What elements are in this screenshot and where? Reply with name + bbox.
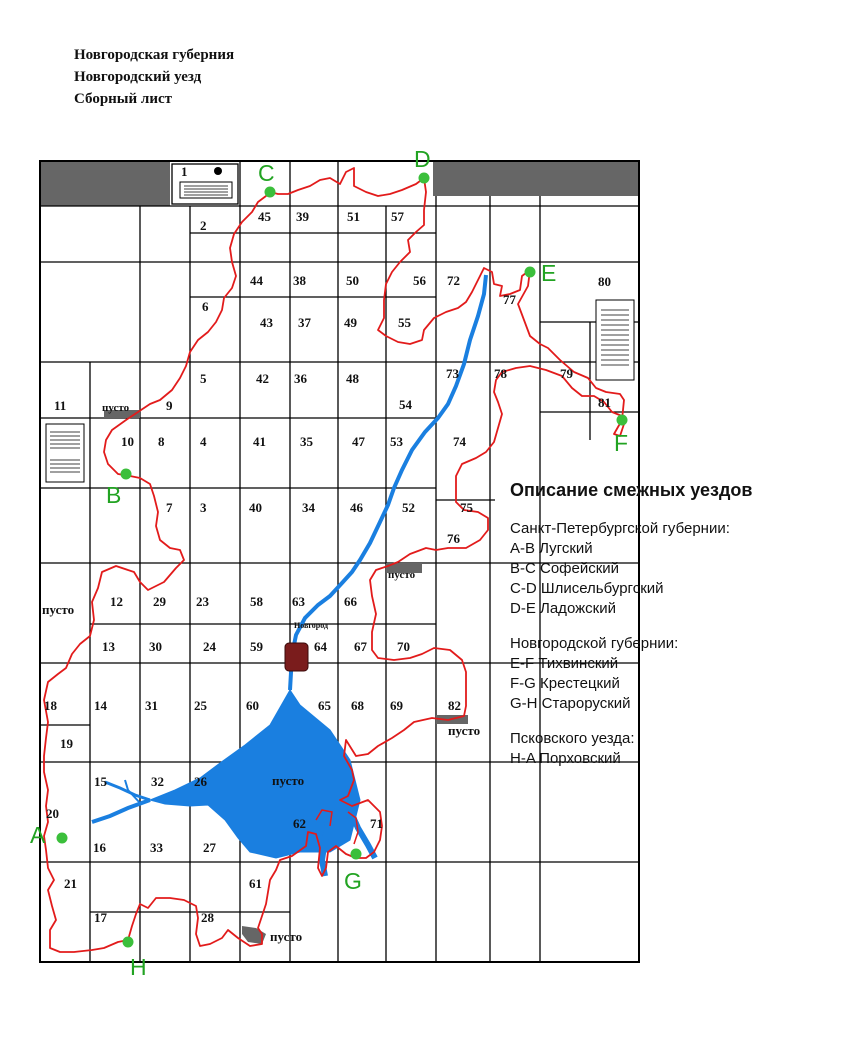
sheet-number-58: 58 xyxy=(250,594,263,609)
sheet-number-80: 80 xyxy=(598,274,611,289)
empty-label-south: пусто xyxy=(270,929,303,944)
sheet-number-63: 63 xyxy=(292,594,305,609)
sheet-number-50: 50 xyxy=(346,273,359,288)
sheet-number-11: 11 xyxy=(54,398,67,413)
sheet-number-66: 66 xyxy=(344,594,357,609)
sheet-number-60: 60 xyxy=(246,698,259,713)
legend-heading: Псковского уезда: xyxy=(510,730,635,747)
sheet-number-45: 45 xyxy=(258,209,271,224)
sheet-number-81: 81 xyxy=(598,395,611,410)
sheet-number-71: 71 xyxy=(370,816,383,831)
sheet-number-59: 59 xyxy=(250,639,263,654)
legend-item: G-H Староруский xyxy=(510,695,631,712)
point-a-label: A xyxy=(30,822,46,848)
sheet-number-39: 39 xyxy=(296,209,309,224)
adjacent-districts-legend xyxy=(510,480,752,784)
sheet-number-38: 38 xyxy=(293,273,306,288)
legend-heading: Санкт-Петербургской губернии: xyxy=(510,520,730,537)
sheet-number-29: 29 xyxy=(153,594,166,609)
point-b-marker xyxy=(121,469,132,480)
sheet-number-40: 40 xyxy=(249,500,262,515)
sheet-number-56: 56 xyxy=(413,273,426,288)
sheet-number-21: 21 xyxy=(64,876,77,891)
title-district: Новгородский уезд xyxy=(74,69,202,85)
point-g-marker xyxy=(351,849,362,860)
legend-title: Описание смежных уездов xyxy=(510,480,753,500)
point-b-label: B xyxy=(106,482,122,508)
point-d-marker xyxy=(419,173,430,184)
sheet-number-33: 33 xyxy=(150,840,163,855)
sheet-number-6: 6 xyxy=(202,299,209,314)
sheet-number-23: 23 xyxy=(196,594,209,609)
legend-item: D-E Ладожский xyxy=(510,600,616,617)
sheet-number-28: 28 xyxy=(201,910,214,925)
empty-label-9: пусто xyxy=(102,402,130,414)
legend-item: H-A Порховский xyxy=(510,750,621,767)
sheet-number-10: 10 xyxy=(121,434,134,449)
sheet-number-41: 41 xyxy=(253,434,266,449)
sheet-number-12: 12 xyxy=(110,594,123,609)
sheet-number-20: 20 xyxy=(46,806,59,821)
sheet-number-76: 76 xyxy=(447,531,460,546)
sheet-number-4: 4 xyxy=(200,434,207,449)
title-province: Новгородская губерния xyxy=(74,47,235,63)
top-right-gray-area xyxy=(433,161,639,196)
empty-label-west: пусто xyxy=(42,602,75,617)
sheet-number-42: 42 xyxy=(256,371,269,386)
sheet-number-15: 15 xyxy=(94,774,107,789)
empty-label-east: пусто xyxy=(448,723,481,738)
sheet-number-7: 7 xyxy=(166,500,173,515)
sheet-number-5: 5 xyxy=(200,371,207,386)
sheet-number-52: 52 xyxy=(402,500,415,515)
sheet-number-55: 55 xyxy=(398,315,411,330)
sheet-number-62: 62 xyxy=(293,816,306,831)
sheet-number-14: 14 xyxy=(94,698,107,713)
point-d-label: D xyxy=(414,146,431,172)
sheet-number-24: 24 xyxy=(203,639,216,654)
sheet-number-18: 18 xyxy=(44,698,57,713)
legend-item: A-B Лугский xyxy=(510,540,593,557)
sheet-number-57: 57 xyxy=(391,209,404,224)
point-g-label: G xyxy=(344,868,362,894)
sheet-number-69: 69 xyxy=(390,698,403,713)
sheet-number-72: 72 xyxy=(447,273,460,288)
sheet-number-17: 17 xyxy=(94,910,107,925)
point-f-label: F xyxy=(614,430,629,456)
sheet-number-67: 67 xyxy=(354,639,367,654)
point-a-marker xyxy=(57,833,68,844)
sheet-number-32: 32 xyxy=(151,774,164,789)
sheet-number-61: 61 xyxy=(249,876,262,891)
point-c-marker xyxy=(265,187,276,198)
point-h-marker xyxy=(123,937,134,948)
sheet-number-26: 26 xyxy=(194,774,207,789)
empty-label-north: пусто xyxy=(388,569,416,581)
sheet-number-31: 31 xyxy=(145,698,158,713)
sheet-number-44: 44 xyxy=(250,273,263,288)
sheet-number-30: 30 xyxy=(149,639,162,654)
sheet-number-36: 36 xyxy=(294,371,307,386)
legend-item: E-F Тихвинский xyxy=(510,655,619,672)
legend-group-spb xyxy=(510,519,752,619)
city-label: Новгород xyxy=(294,621,329,630)
legend-heading: Новгородской губернии: xyxy=(510,635,679,652)
sheet-number-79: 79 xyxy=(560,366,573,381)
sheet-number-43: 43 xyxy=(260,315,273,330)
legend-item: B-C Софейский xyxy=(510,560,620,577)
sheet-number-51: 51 xyxy=(347,209,360,224)
legend-item: F-G Крестецкий xyxy=(510,675,620,692)
sheet-number-1: 1 xyxy=(181,164,188,179)
sheet-number-73: 73 xyxy=(446,366,459,381)
point-h-label: H xyxy=(130,954,147,980)
sheet-number-77: 77 xyxy=(503,292,516,307)
sheet-number-37: 37 xyxy=(298,315,311,330)
title-sheet: Сборный лист xyxy=(74,91,172,107)
sheet-number-8: 8 xyxy=(158,434,165,449)
point-c-label: C xyxy=(258,160,275,186)
sheet-number-25: 25 xyxy=(194,698,207,713)
legend-group-pskov xyxy=(510,729,752,769)
sheet-number-68: 68 xyxy=(351,698,364,713)
sheet-number-35: 35 xyxy=(300,434,313,449)
sheet-number-2: 2 xyxy=(200,218,207,233)
legend-item: C-D Шлисельбургский xyxy=(510,580,664,597)
sheet-number-19: 19 xyxy=(60,736,73,751)
river-west xyxy=(92,800,150,822)
sheet-number-74: 74 xyxy=(453,434,466,449)
sheet-number-34: 34 xyxy=(302,500,315,515)
sheet-number-13: 13 xyxy=(102,639,115,654)
empty-label-lake: пусто xyxy=(272,773,305,788)
top-left-gray-area xyxy=(41,161,170,206)
sheet-number-48: 48 xyxy=(346,371,359,386)
sheet-number-9: 9 xyxy=(166,398,173,413)
point-f-marker xyxy=(617,415,628,426)
sheet-number-27: 27 xyxy=(203,840,216,855)
sheet-number-46: 46 xyxy=(350,500,363,515)
novgorod-city-marker xyxy=(285,643,308,671)
sheet-number-64: 64 xyxy=(314,639,327,654)
sheet-number-75: 75 xyxy=(460,500,473,515)
sheet-number-54: 54 xyxy=(399,397,412,412)
sheet-11-text-box xyxy=(46,424,84,482)
point-e-marker xyxy=(525,267,536,278)
sheet-number-65: 65 xyxy=(318,698,331,713)
sheet-number-53: 53 xyxy=(390,434,403,449)
sheet-number-70: 70 xyxy=(397,639,410,654)
legend-group-novgorod xyxy=(510,634,752,714)
sheet-number-49: 49 xyxy=(344,315,357,330)
sheet-number-78: 78 xyxy=(494,366,507,381)
sheet-1-dot xyxy=(214,167,222,175)
sheet-number-47: 47 xyxy=(352,434,365,449)
point-e-label: E xyxy=(541,260,557,286)
sheet-number-82: 82 xyxy=(448,698,461,713)
sheet-number-3: 3 xyxy=(200,500,207,515)
sheet-number-16: 16 xyxy=(93,840,106,855)
